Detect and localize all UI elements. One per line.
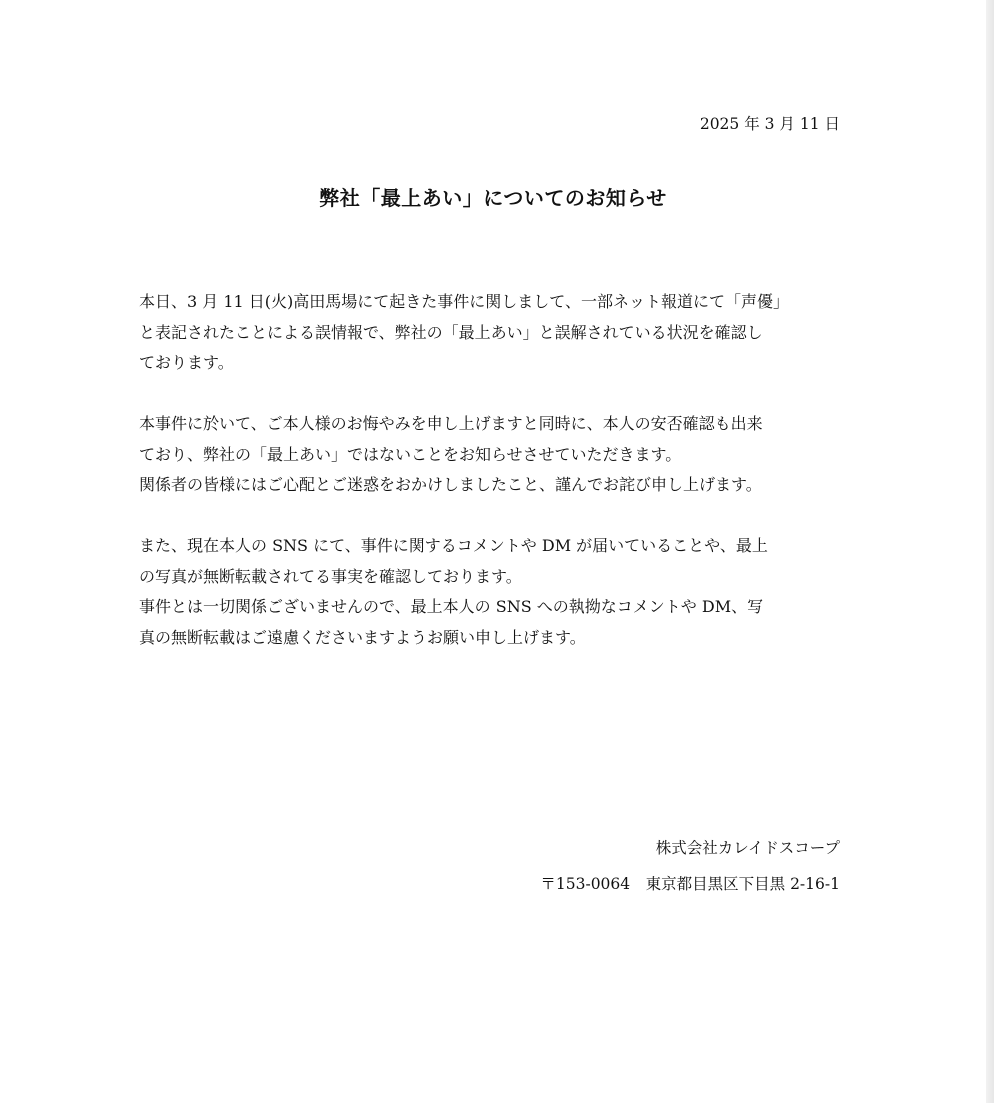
company-name: 株式会社カレイドスコープ <box>655 839 840 857</box>
notice-body <box>139 287 859 653</box>
body-line: ており、弊社の「最上あい」ではないことをお知らせさせていただきます。 <box>139 444 682 464</box>
body-line: 本日、3 月 11 日(火)高田馬場にて起きた事件に関しまして、一部ネット報道にて「声優」 <box>139 292 789 311</box>
paragraph-gap <box>139 379 859 410</box>
body-line: の写真が無断転載されてる事実を確認しております。 <box>139 566 522 586</box>
company-address: 〒153-0064 東京都目黒区下目黒 2-16-1 <box>540 875 840 893</box>
page-edge <box>986 0 994 1103</box>
paragraph-gap <box>139 501 859 532</box>
company-signature <box>540 830 840 902</box>
paragraph-2 <box>139 409 859 501</box>
paragraph-3 <box>139 531 859 653</box>
body-line: と表記されたことによる誤情報で、弊社の「最上あい」と誤解されている状況を確認し <box>139 322 763 342</box>
body-line: 事件とは一切関係ございませんので、最上本人の SNS への執拗なコメントや DM、写 <box>139 597 764 616</box>
body-line: また、現在本人の SNS にて、事件に関するコメントや DM が届いていることや、最上 <box>139 536 768 555</box>
body-line: 真の無断転載はご遠慮くださいますようお願い申し上げます。 <box>139 627 586 647</box>
issue-date: 2025 年 3 月 11 日 <box>699 115 840 133</box>
body-line: ております。 <box>139 353 234 372</box>
body-line: 本事件に於いて、ご本人様のお悔やみを申し上げますと同時に、本人の安否確認も出来 <box>139 414 763 433</box>
notice-title: 弊社「最上あい」についてのお知らせ <box>319 186 667 210</box>
body-line: 関係者の皆様にはご心配とご迷惑をおかけしましたこと、謹んでお詫び申し上げます。 <box>139 475 762 494</box>
paragraph-1 <box>139 287 859 379</box>
